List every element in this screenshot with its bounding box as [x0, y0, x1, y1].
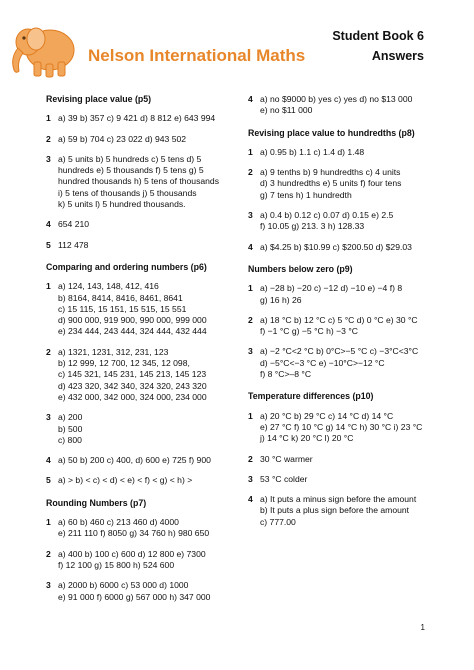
answer-line: a) no $9000 b) yes c) yes d) no $13 000: [260, 94, 413, 104]
answer-text: [260, 147, 448, 158]
answer-line: d) 3 hundredths e) 5 units f) four tens: [260, 178, 402, 189]
answer-line: c) 145 321, 145 231, 145 213, 145 123: [58, 369, 207, 380]
answer-line: a) 50 b) 200 c) 400, d) 600 e) 725 f) 900: [58, 455, 211, 466]
answer-line: e) 91 000 f) 6000 g) 567 000 h) 347 000: [58, 591, 211, 602]
answer-section: [248, 94, 448, 117]
answer-line: a) 124, 143, 148, 412, 416: [58, 281, 159, 292]
section-title: Comparing and ordering numbers (p6): [46, 261, 207, 272]
answer-line: a) 5 units b) 5 hundreds c) 5 tens d) 5: [58, 153, 202, 164]
answer-section: [248, 391, 448, 528]
answer-text: [58, 219, 236, 230]
question-number: 5: [46, 239, 51, 250]
answer-line: e) 234 444, 243 444, 324 444, 432 444: [58, 326, 207, 337]
answer-line: 112 478: [58, 239, 89, 250]
answer-line: a) 1321, 1231, 312, 231, 123: [58, 346, 169, 357]
answer-text: [58, 281, 236, 337]
answer-item: [248, 242, 448, 253]
answer-text: [58, 154, 236, 210]
answer-item: [46, 240, 236, 251]
elephant-icon: [4, 14, 84, 86]
answer-item: [248, 283, 448, 306]
answer-text: [260, 167, 448, 201]
answer-line: e) 27 °C f) 10 °C g) 14 °C h) 30 °C i) 23 °C: [260, 421, 423, 432]
answer-line: c) 800: [58, 434, 82, 445]
answer-line: a) 18 °C b) 12 °C c) 5 °C d) 0 °C e) 30 °C: [260, 314, 418, 325]
answer-line: hundred thousands h) 5 tens of thousands: [58, 176, 220, 187]
question-number: 1: [248, 283, 253, 294]
question-number: 2: [248, 314, 253, 325]
question-number: 1: [46, 281, 51, 292]
answer-line: a) 2000 b) 6000 c) 53 000 d) 1000: [58, 580, 189, 591]
answer-item: [248, 474, 448, 485]
question-number: 3: [46, 153, 51, 164]
answer-text: [58, 549, 236, 572]
question-number: 4: [46, 455, 51, 466]
question-number: 2: [46, 133, 51, 144]
answer-line: 654 210: [58, 219, 90, 230]
answer-line: a) 9 tenths b) 9 hundredths c) 4 units: [260, 167, 401, 178]
answer-line: a) 59 b) 704 c) 23 022 d) 943 502: [58, 133, 187, 144]
answer-line: f) 12 100 g) 15 800 h) 524 600: [58, 559, 175, 570]
question-number: 4: [46, 219, 51, 230]
question-number: 4: [248, 241, 253, 252]
answer-item: [248, 454, 448, 465]
answer-line: d) 423 320, 342 340, 324 320, 243 320: [58, 380, 207, 391]
answer-item: [248, 411, 448, 445]
answer-section: [46, 94, 236, 251]
question-number: 1: [46, 113, 51, 124]
answer-line: c) 15 115, 15 151, 15 515, 15 551: [58, 303, 187, 314]
answer-text: [260, 474, 448, 485]
answer-item: [248, 315, 448, 338]
answer-line: f) −1 °C g) −5 °C h) −3 °C: [260, 326, 358, 337]
answer-line: e) 211 110 f) 8050 g) 34 760 h) 980 650: [58, 528, 210, 539]
answer-text: [260, 242, 448, 253]
right-column: [248, 94, 448, 539]
answer-line: a) 20 °C b) 29 °C c) 14 °C d) 14 °C: [260, 410, 394, 421]
answer-item: [46, 475, 236, 486]
question-number: 3: [46, 412, 51, 423]
question-number: 3: [248, 473, 253, 484]
answer-line: a) It puts a minus sign before the amount: [260, 494, 417, 505]
answer-line: a) > b) < c) < d) < e) < f) < g) < h) >: [58, 475, 193, 486]
question-number: 5: [46, 475, 51, 486]
answer-text: [58, 240, 236, 251]
answer-section: [248, 264, 448, 380]
answer-text: [58, 113, 236, 124]
answer-line: d) 900 000, 919 900, 990 000, 999 000: [58, 315, 207, 326]
answer-item: [46, 412, 236, 446]
answer-line: a) −28 b) −20 c) −12 d) −10 e) −4 f) 8: [260, 283, 403, 294]
question-number: 3: [248, 210, 253, 221]
answer-line: f) 8 °C>–8 °C: [260, 369, 312, 380]
answer-item: [46, 219, 236, 230]
answer-line: hundreds e) 5 thousands f) 5 tens g) 5: [58, 165, 204, 176]
answer-text: [260, 454, 448, 465]
question-number: 2: [248, 167, 253, 178]
answer-text: [260, 210, 448, 233]
answer-text: [260, 346, 448, 380]
section-title: Rounding Numbers (p7): [46, 497, 147, 508]
answer-text: [58, 580, 236, 603]
answer-line: b) 12 999, 12 700, 12 345, 12 098,: [58, 358, 190, 369]
answer-line: 53 °C colder: [260, 473, 308, 484]
answer-line: 30 °C warmer: [260, 453, 313, 464]
question-number: 1: [248, 146, 253, 157]
book-title: Student Book 6: [332, 29, 424, 43]
answer-item: [46, 455, 236, 466]
question-number: 3: [46, 580, 51, 591]
answer-item: [46, 113, 236, 124]
answer-text: [58, 134, 236, 145]
answer-line: b) 500: [58, 423, 83, 434]
question-number: 2: [248, 453, 253, 464]
answer-section: [46, 498, 236, 603]
answer-section: [46, 262, 236, 487]
answer-line: e) no $11 000: [260, 105, 313, 116]
answer-text: [260, 411, 448, 445]
answer-line: c) 777.00: [260, 516, 296, 527]
answer-item: [46, 549, 236, 572]
answer-item: [46, 134, 236, 145]
answer-section: [248, 128, 448, 253]
answer-line: a) 400 b) 100 c) 600 d) 12 800 e) 7300: [58, 548, 206, 559]
answer-line: a) $4.25 b) $10.99 c) $200.50 d) $29.03: [260, 241, 412, 252]
answer-line: d) −5°C<−3 °C e) −10°C>−12 °C: [260, 357, 385, 368]
answer-item: [248, 94, 448, 117]
answer-line: g) 16 h) 26: [260, 294, 302, 305]
answer-text: [260, 315, 448, 338]
answer-item: [46, 580, 236, 603]
section-title: Revising place value to hundredths (p8): [248, 127, 415, 138]
left-column: [46, 94, 236, 614]
answer-item: [46, 154, 236, 210]
answer-line: a) 39 b) 357 c) 9 421 d) 8 812 e) 643 994: [58, 113, 216, 124]
page-number: 1: [420, 623, 425, 632]
answer-line: i) 5 tens of thousands j) 5 thousands: [58, 187, 197, 198]
question-number: 4: [248, 94, 253, 104]
answer-line: a) 60 b) 460 c) 213 460 d) 4000: [58, 517, 179, 528]
answer-text: [58, 455, 236, 466]
answer-line: g) 7 tens h) 1 hundredth: [260, 189, 352, 200]
answer-item: [46, 517, 236, 540]
answer-item: [248, 210, 448, 233]
answer-line: f) 10.05 g) 213. 3 h) 128.33: [260, 221, 365, 232]
question-number: 2: [46, 548, 51, 559]
section-title: Revising place value (p5): [46, 94, 152, 104]
answer-line: e) 432 000, 342 000, 324 000, 234 000: [58, 391, 207, 402]
answer-text: [260, 283, 448, 306]
answer-line: a) 0.95 b) 1.1 c) 1.4 d) 1.48: [260, 146, 365, 157]
answer-line: k) 5 units l) 5 hundred thousands.: [58, 199, 186, 210]
answer-text: [58, 475, 236, 486]
answer-text: [58, 412, 236, 446]
question-number: 2: [46, 346, 51, 357]
answer-line: a) −2 °C<2 °C b) 0°C>−5 °C c) −3°C<3°C: [260, 346, 419, 357]
answer-text: [260, 94, 448, 117]
question-number: 1: [46, 517, 51, 528]
answer-item: [248, 494, 448, 528]
answer-item: [248, 346, 448, 380]
question-number: 4: [248, 494, 253, 505]
answer-item: [46, 281, 236, 337]
section-title: Numbers below zero (p9): [248, 263, 353, 274]
answer-text: [58, 517, 236, 540]
answer-text: [260, 494, 448, 528]
answer-line: a) 200: [58, 412, 83, 423]
answer-line: b) 8164, 8414, 8416, 8461, 8641: [58, 292, 183, 303]
section-title: Temperature differences (p10): [248, 391, 374, 402]
answer-text: [58, 347, 236, 403]
answer-line: b) It puts a plus sign before the amount: [260, 505, 410, 516]
answer-item: [248, 167, 448, 201]
question-number: 1: [248, 410, 253, 421]
answer-line: a) 0.4 b) 0.12 c) 0.07 d) 0.15 e) 2.5: [260, 210, 394, 221]
answer-item: [248, 147, 448, 158]
answer-item: [46, 347, 236, 403]
question-number: 3: [248, 346, 253, 357]
answer-line: j) 14 °C k) 20 °C l) 20 °C: [260, 433, 354, 444]
brand-title: Nelson International Maths: [88, 46, 306, 65]
book-subtitle: Answers: [371, 49, 424, 63]
